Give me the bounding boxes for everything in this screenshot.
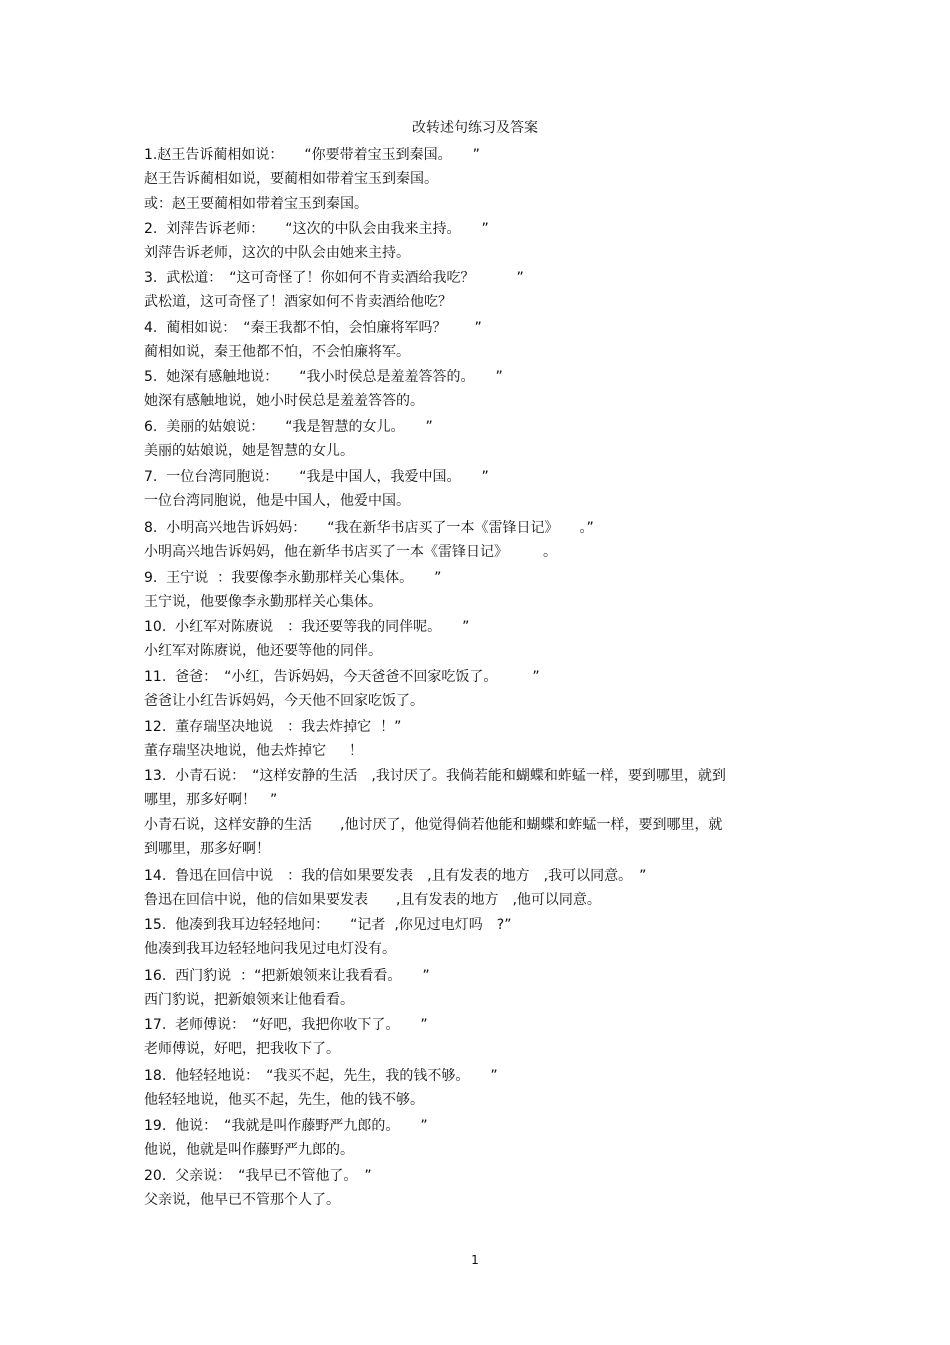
text-line: 她深有感触地说，她小时侯总是羞羞答答的。	[144, 393, 424, 409]
text-line: 他说，他就是叫作藤野严九郎的。	[144, 1142, 354, 1158]
text-line: 16. 西门豹说 ：“把新娘领来让我看看。 ”	[144, 968, 430, 984]
text-line: 爸爸让小红告诉妈妈，今天他不回家吃饭了。	[144, 693, 424, 709]
text-line: 小明高兴地告诉妈妈，他在新华书店买了一本《雷锋日记》 。	[144, 544, 557, 560]
text-line: 13. 小青石说： “这样安静的生活 ,我讨厌了。我倘若能和蝴蝶和蚱蜢一样，要到哪里，就到	[144, 768, 726, 784]
text-line: 一位台湾同胞说，他是中国人，他爱中国。	[144, 493, 410, 509]
text-line: 蔺相如说，秦王他都不怕，不会怕廉将军。	[144, 344, 410, 360]
text-line: 4. 蔺相如说： “秦王我都不怕，会怕廉将军吗？ ”	[144, 320, 482, 336]
text-line: 武松道，这可奇怪了！酒家如何不肯卖酒给他吃？	[144, 294, 452, 310]
text-line: 1.赵王告诉蔺相如说： “你要带着宝玉到秦国。 ”	[144, 147, 480, 163]
text-line: 鲁迅在回信中说，他的信如果要发表 ,且有发表的地方 ,他可以同意。	[144, 892, 601, 908]
text-line: 刘萍告诉老师，这次的中队会由她来主持。	[144, 245, 410, 261]
text-line: 老师傅说，好吧，把我收下了。	[144, 1041, 340, 1057]
text-line: 董存瑞坚决地说，他去炸掉它 ！	[144, 743, 363, 759]
text-line: 美丽的姑娘说，她是智慧的女儿。	[144, 443, 354, 459]
text-line: 小青石说，这样安静的生活 ,他讨厌了，他觉得倘若他能和蝴蝶和蚱蜢一样，要到哪里，就	[144, 817, 723, 833]
text-line: 20. 父亲说： “我早已不管他了。 ”	[144, 1168, 372, 1184]
text-line: 9. 王宁说 ：我要像李永勤那样关心集体。 ”	[144, 570, 442, 586]
text-line: 到哪里，那多好啊！	[144, 841, 270, 857]
text-line: 他凑到我耳边轻轻地问我见过电灯没有。	[144, 941, 396, 957]
text-line: 8. 小明高兴地告诉妈妈： “我在新华书店买了一本《雷锋日记》 。”	[144, 520, 594, 536]
text-line: 王宁说，他要像李永勤那样关心集体。	[144, 594, 382, 610]
text-line: 11. 爸爸： “小红，告诉妈妈，今天爸爸不回家吃饭了。 ”	[144, 669, 540, 685]
page-number: 1	[471, 1253, 479, 1267]
text-line: 或：赵王要蔺相如带着宝玉到秦国。	[144, 196, 368, 212]
text-line: 他轻轻地说，他买不起，先生，他的钱不够。	[144, 1092, 424, 1108]
text-line: 3. 武松道： “这可奇怪了！你如何不肯卖酒给我吃？ ”	[144, 270, 524, 286]
text-line: 15. 他凑到我耳边轻轻地问： “记者 ,你见过电灯吗 ?”	[144, 917, 512, 933]
text-line: 5. 她深有感触地说： “我小时侯总是羞羞答答的。 ”	[144, 369, 503, 385]
text-line: 父亲说，他早已不管那个人了。	[144, 1192, 340, 1208]
text-line: 17. 老师傅说： “好吧，我把你收下了。 ”	[144, 1017, 428, 1033]
text-line: 赵王告诉蔺相如说，要蔺相如带着宝玉到秦国。	[144, 171, 438, 187]
text-line: 6. 美丽的姑娘说： “我是智慧的女儿。 ”	[144, 419, 433, 435]
text-line: 西门豹说，把新娘领来让他看看。	[144, 992, 354, 1008]
text-line: 哪里，那多好啊！ ”	[144, 792, 278, 808]
text-line: 18. 他轻轻地说： “我买不起，先生，我的钱不够。 ”	[144, 1068, 498, 1084]
text-line: 小红军对陈赓说，他还要等他的同伴。	[144, 643, 382, 659]
document-title: 改转述句练习及答案	[412, 120, 538, 136]
text-line: 10. 小红军对陈赓说 ：我还要等我的同伴呢。 ”	[144, 619, 470, 635]
text-line: 7. 一位台湾同胞说： “我是中国人，我爱中国。 ”	[144, 469, 489, 485]
text-line: 19. 他说： “我就是叫作藤野严九郎的。 ”	[144, 1118, 428, 1134]
text-line: 14. 鲁迅在回信中说 ：我的信如果要发表 ,且有发表的地方 ,我可以同意。 ”	[144, 868, 647, 884]
text-line: 2. 刘萍告诉老师： “这次的中队会由我来主持。 ”	[144, 221, 489, 237]
text-line: 12. 董存瑞坚决地说 ：我去炸掉它 ！”	[144, 719, 402, 735]
